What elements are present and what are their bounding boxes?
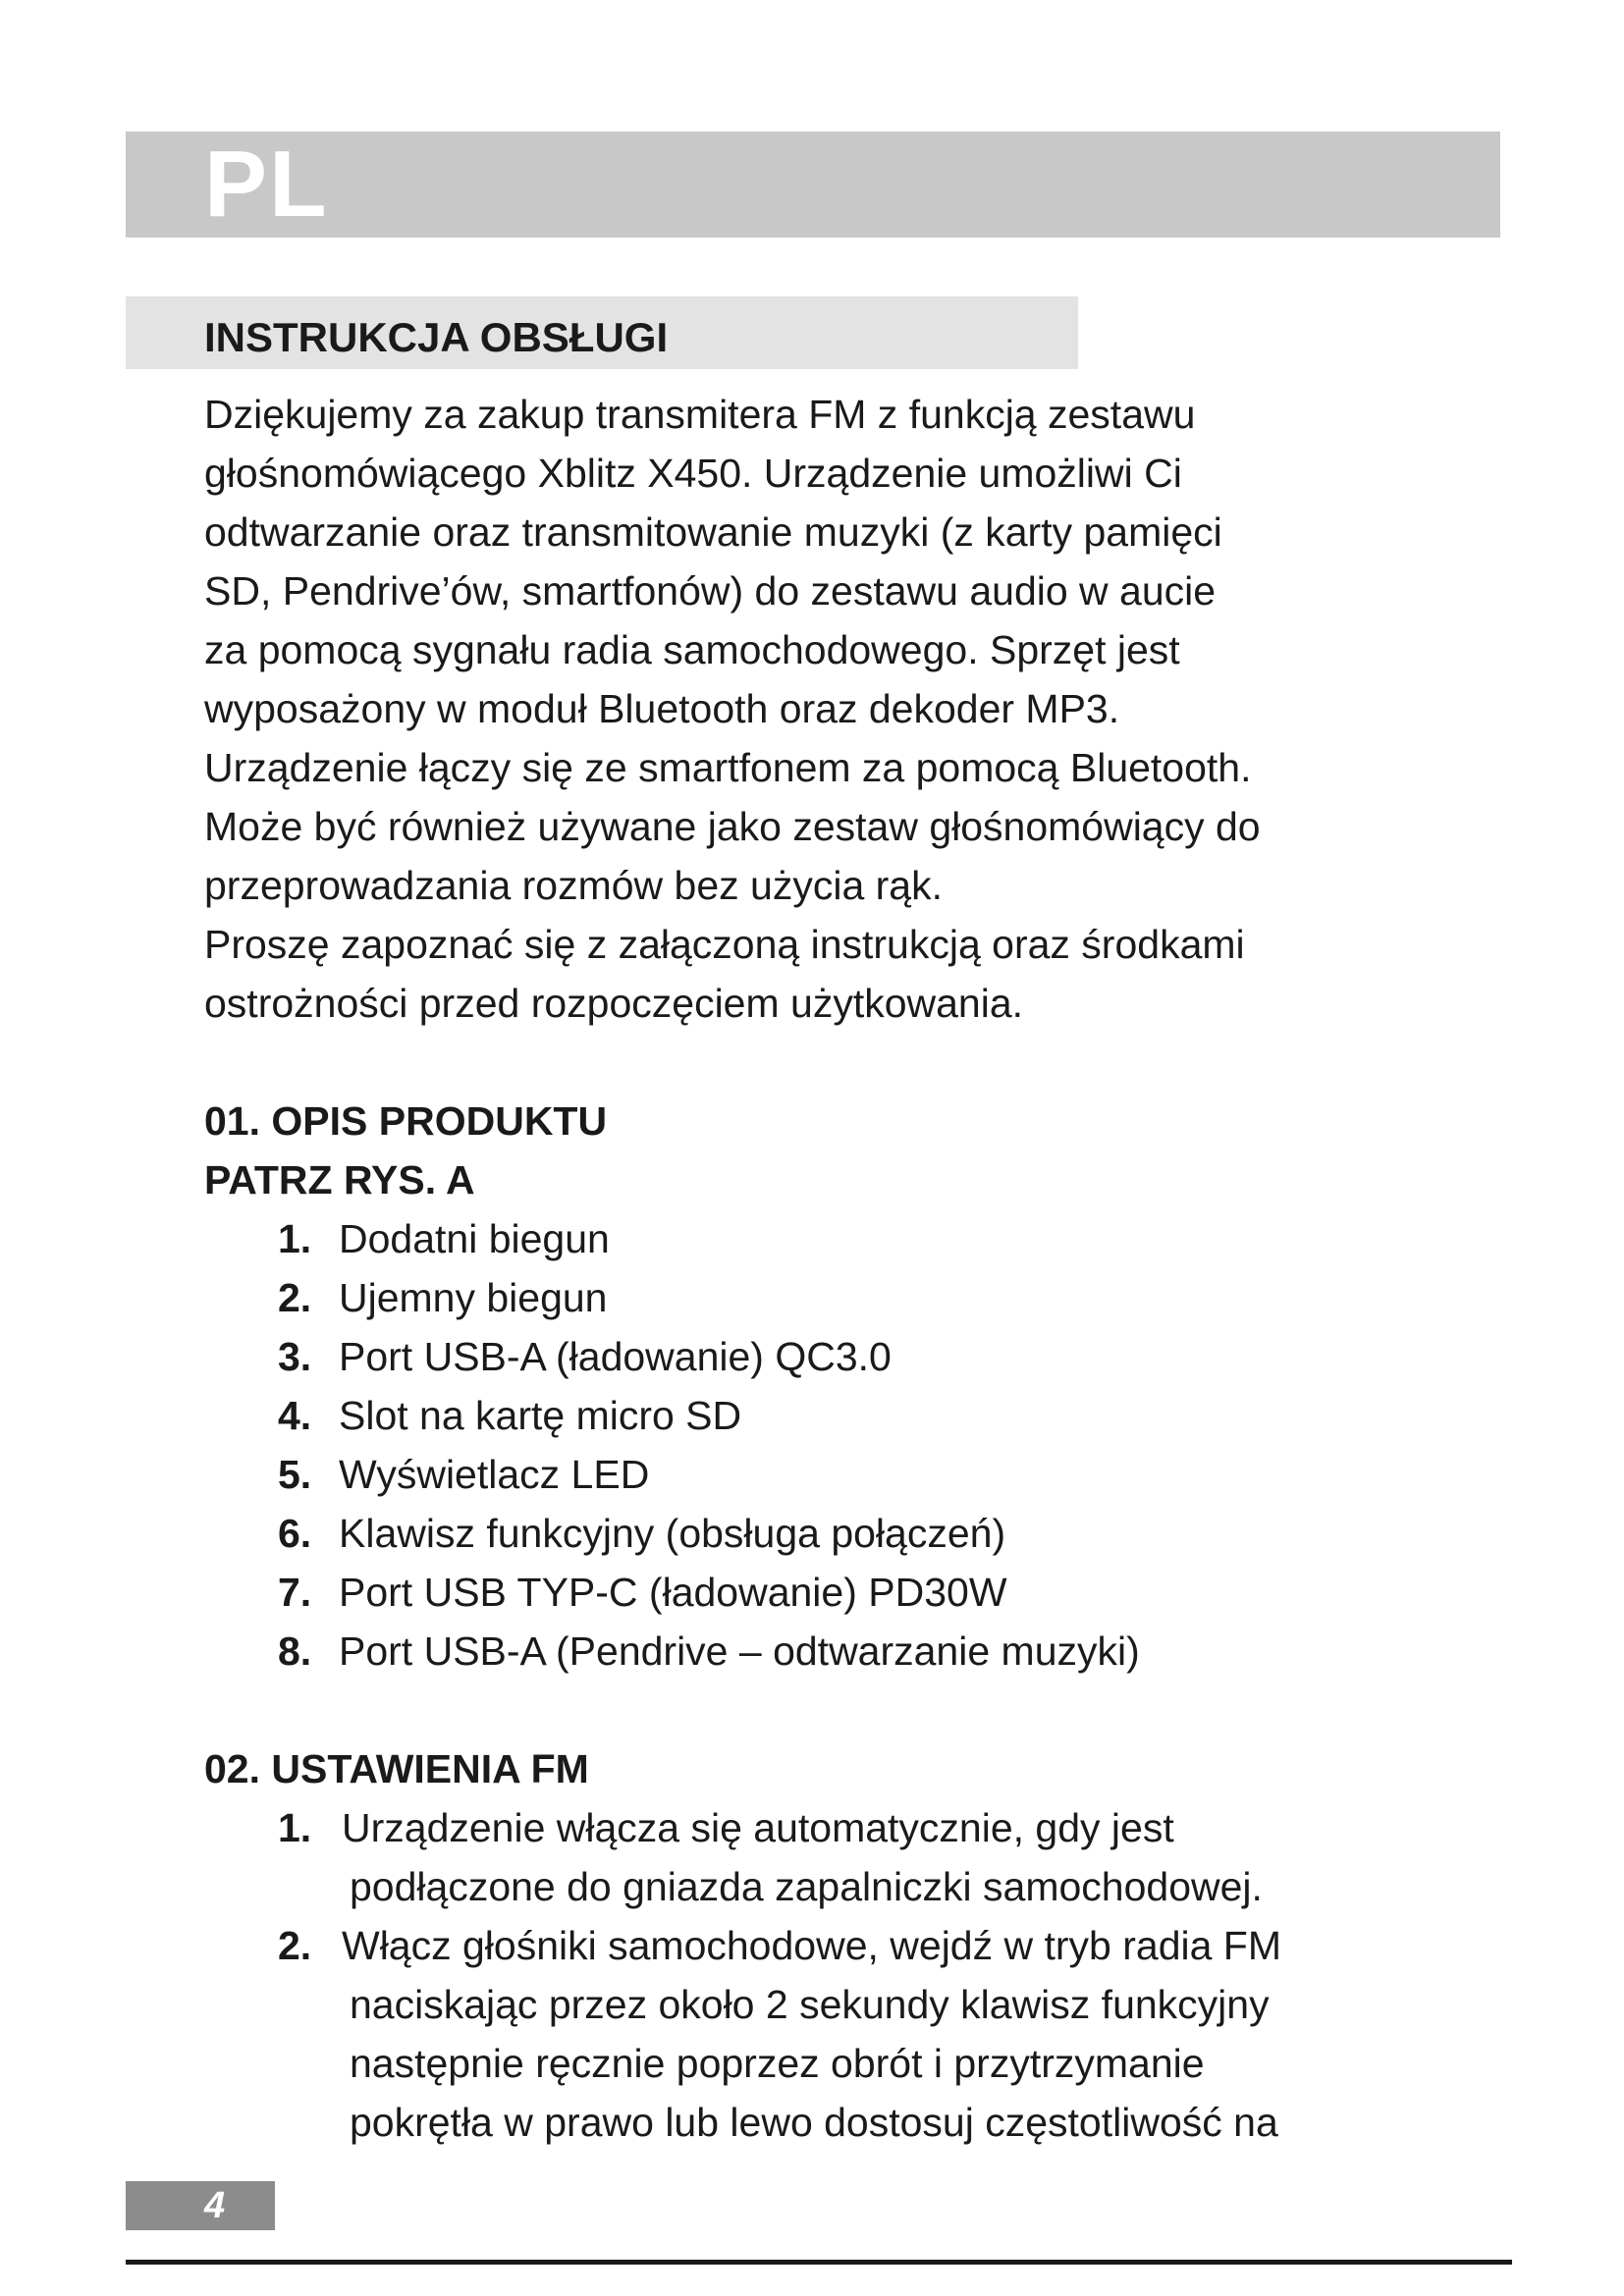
product-parts-list [204, 1209, 1481, 1681]
bottom-divider [126, 2260, 1512, 2265]
intro-line: Dziękujemy za zakup transmitera FM z funkcją zestawu [204, 392, 1196, 437]
list-item: 1. Dodatni biegun [278, 1216, 610, 1261]
list-item: 2. Ujemny biegun [278, 1275, 608, 1320]
section-subheading-see-figure: PATRZ RYS. A [204, 1157, 475, 1202]
section-heading-fm-settings: 02. USTAWIENIA FM [204, 1746, 589, 1791]
intro-line: za pomocą sygnału radia samochodowego. Sprzęt jest [204, 627, 1180, 672]
list-item: 1. Urządzenie włącza się automatycznie, gdy jest podłączone do gniazda zapalniczki samochodowej. [278, 1805, 1263, 1909]
list-item: 8. Port USB-A (Pendrive – odtwarzanie muzyki) [278, 1629, 1140, 1674]
intro-line: odtwarzanie oraz transmitowanie muzyki (z karty pamięci [204, 509, 1222, 555]
language-code: PL [204, 132, 329, 237]
intro-paragraph [204, 385, 1481, 1033]
list-item: 2. Włącz głośniki samochodowe, wejdź w tryb radia FM naciskając przez około 2 sekundy klawisz funkcyjny następnie ręcznie poprzez obrót i przytrzymanie pokrętła w prawo lub lewo dostosuj częstotliwość na [278, 1923, 1281, 2145]
intro-line: Urządzenie łączy się ze smartfonem za pomocą Bluetooth. [204, 745, 1252, 790]
list-item: 4. Slot na kartę micro SD [278, 1393, 742, 1438]
intro-line: SD, Pendrive’ów, smartfonów) do zestawu audio w aucie [204, 568, 1217, 614]
list-item: 7. Port USB TYP-C (ładowanie) PD30W [278, 1570, 1007, 1615]
fm-settings-list [204, 1798, 1481, 2152]
intro-line: wyposażony w moduł Bluetooth oraz dekoder MP3. [204, 686, 1120, 731]
intro-line: Może być również używane jako zestaw głośnomówiący do [204, 804, 1261, 849]
intro-line: Proszę zapoznać się z załączoną instrukcją oraz środkami [204, 922, 1245, 967]
page-number-box [126, 2181, 275, 2230]
document-title-bar [126, 296, 1078, 369]
list-item: 3. Port USB-A (ładowanie) QC3.0 [278, 1334, 892, 1379]
intro-line: ostrożności przed rozpoczęciem użytkowania. [204, 981, 1024, 1026]
list-item: 5. Wyświetlacz LED [278, 1452, 650, 1497]
intro-line: przeprowadzania rozmów bez użycia rąk. [204, 863, 943, 908]
list-item: 6. Klawisz funkcyjny (obsługa połączeń) [278, 1511, 1006, 1556]
document-title: INSTRUKCJA OBSŁUGI [204, 314, 669, 360]
section-heading-product-description: 01. OPIS PRODUKTU [204, 1098, 608, 1144]
language-header-bar [126, 132, 1500, 238]
page-number: 4 [204, 2185, 226, 2226]
page-content [204, 385, 1481, 2152]
intro-line: głośnomówiącego Xblitz X450. Urządzenie umożliwi Ci [204, 451, 1182, 496]
